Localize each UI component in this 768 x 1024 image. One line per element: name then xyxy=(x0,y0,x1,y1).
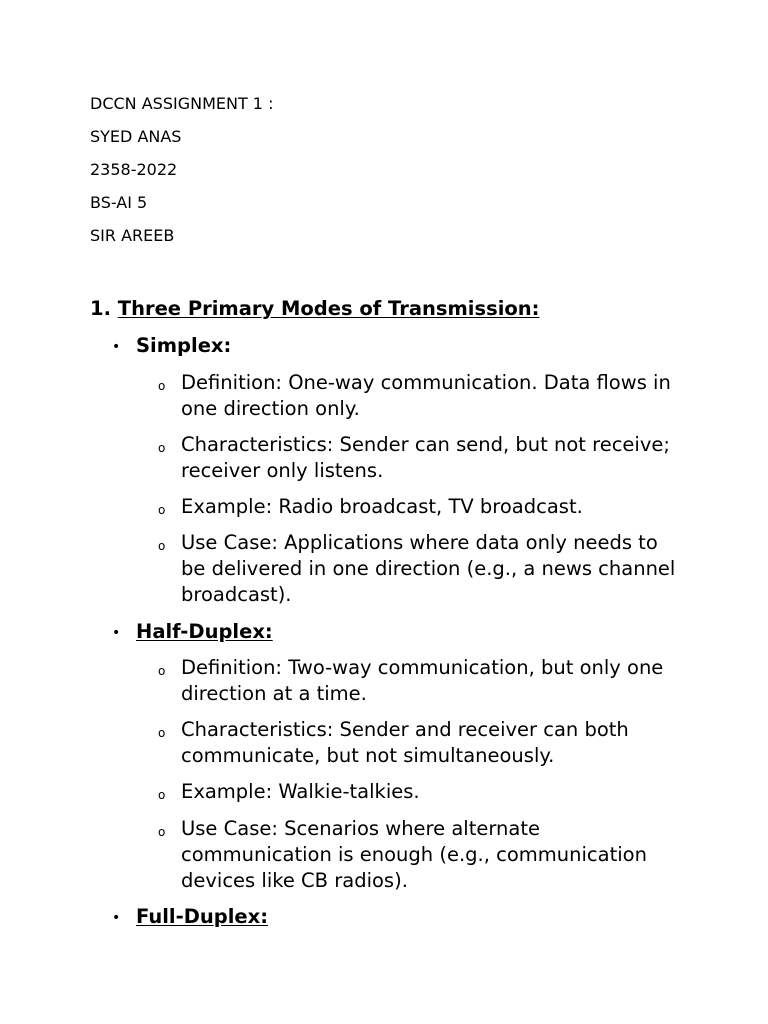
sub-bullet-icon: o xyxy=(158,379,166,393)
bullet-icon: • xyxy=(112,339,121,355)
list-item: Definition: Two-way communication, but only one direction at a time. xyxy=(181,656,664,705)
assignment-title: DCCN ASSIGNMENT 1 : xyxy=(90,94,274,113)
list-item: Use Case: Scenarios where alternate communication is enough (e.g., communication devices like CB radios). xyxy=(181,817,647,892)
student-name: SYED ANAS xyxy=(90,127,182,146)
list-item: Characteristics: Sender can send, but not receive; receiver only listens. xyxy=(181,433,670,482)
sub-bullet-icon: o xyxy=(158,664,166,678)
section-heading xyxy=(90,297,539,321)
sub-bullet-icon: o xyxy=(158,503,166,517)
sub-bullet-icon: o xyxy=(158,788,166,802)
list-item: Example: Walkie-talkies. xyxy=(181,780,420,803)
sub-bullet-icon: o xyxy=(158,539,166,553)
sub-bullet-icon: o xyxy=(158,726,166,740)
list-item: Example: Radio broadcast, TV broadcast. xyxy=(181,495,583,518)
mode-title-half-duplex: Half-Duplex: xyxy=(136,620,273,643)
list-item: Use Case: Applications where data only needs to be delivered in one direction (e.g., a news channel broadcast). xyxy=(181,531,676,606)
bullet-icon: • xyxy=(112,625,121,641)
mode-title-full-duplex: Full-Duplex: xyxy=(136,905,269,928)
program-semester: BS-AI 5 xyxy=(90,193,148,212)
sub-bullet-icon: o xyxy=(158,825,166,839)
bullet-icon: • xyxy=(112,910,121,926)
student-id: 2358-2022 xyxy=(90,160,178,179)
instructor-name: SIR AREEB xyxy=(90,226,175,245)
list-item: Definition: One-way communication. Data flows in one direction only. xyxy=(181,371,671,420)
mode-title-simplex: Simplex: xyxy=(136,334,232,357)
list-item: Characteristics: Sender and receiver can both communicate, but not simultaneously. xyxy=(181,718,629,767)
sub-bullet-icon: o xyxy=(158,441,166,455)
section-number: 1. xyxy=(90,297,111,320)
section-title-text: Three Primary Modes of Transmission: xyxy=(117,297,540,320)
